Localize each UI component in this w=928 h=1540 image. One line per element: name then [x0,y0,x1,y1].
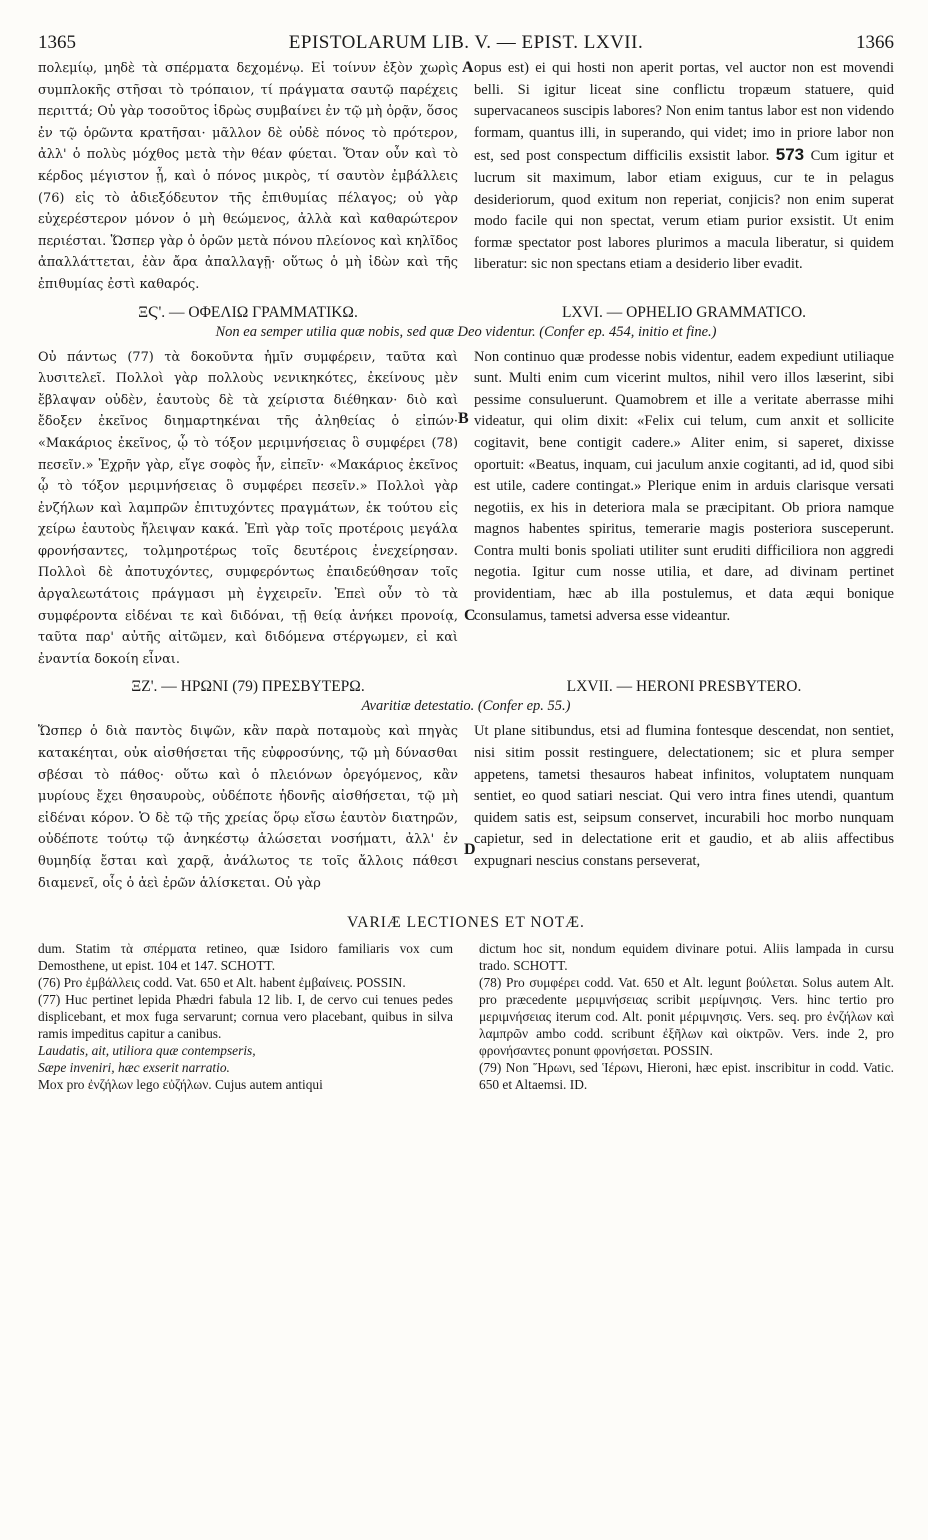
book-page [38,32,894,1093]
note-text: (77) Huc pertinet lepida Phædri fabula 12 lib. I, de cervo cui tenues pedes displicebant, et mox fuga servarunt; cornua vero placebant, quibus in silva ramis impeditus capitur a canibus. [38,992,453,1042]
top-latin-text-a: opus est) ei qui hosti non aperit portas, vel auctor non est movendi belli. Si igitur liceat sine conflictu tropæum statuere, quid supervacaneos suscipis labores? Non enim tantus labor est non videndo formam, quantus illi, in superando, qui videt; imo in priore labor non est, sed post conspectum difficilis exsistit labor. [474,60,894,165]
section-67-latin-title: LXVII. — HERONI PRESBYTERO. [566,678,802,696]
running-title: EPISTOLARUM LIB. V. — EPIST. LXVII. [288,32,644,53]
margin-letter-a: A [462,59,474,76]
top-greek-text: πολεμίῳ, μηδὲ τὰ σπέρματα δεχομένῳ. Εἰ τοίνυν ἐξὸν χωρὶς συμπλοκῆς στῆσαι τὸ τρόπαιον, τί πράγματα σαυτῷ παρέχεις περιττά; Οὐ γὰρ τοσοῦτος ἱδρὼς συμβαίνει ἐν τῷ μὴ ὁρᾷν, ὅσος ἐν τῷ ὁρῶντα κρατῆσαι· μᾶλλον δὲ οὐδὲ πόνος τὸ πρότερον, ἀλλ' ὁ πολὺς μόχθος μετὰ τὴν θέαν φύεται. Ὅταν οὖν καὶ τὸ κέρδος μέγιστον ᾖ, καὶ ὁ πόνος μικρὸς, τί σαυτὸν ἐμβάλλεις (76) εἰς τὸ ἀδιεξόδευτον τῆς ἐπιθυμίας πέλαγος; οὐ γὰρ εὐχερέστερον μόνον ὁ μὴ θεώμενος, ἀλλὰ καὶ καθαρώτερον περιέσται. Ὥσπερ γὰρ ὁ ὁρῶν μετὰ πόνου πλείονος καὶ κηλῖδος ἀπαλλάττεται, ἐὰν ἄρα ἀπαλλαγῇ· οὕτως ὁ μὴ ἰδὼν καὶ τῆς ἐπιθυμίας ἐστὶ καθαρός. [38,61,458,292]
section-67-greek-title: ΞΖ'. — ΗΡΩΝΙ (79) ΠΡΕΣΒΥΤΕΡΩ. [131,678,365,696]
note-text: (79) Non Ἥρωνι, sed Ἱέρωνι, Hieroni, hæc epist. inscribitur in codd. Vatic. 650 et Altaemsi. ID. [479,1060,894,1093]
section-66-greek-text: Οὐ πάντως (77) τὰ δοκοῦντα ἡμῖν συμφέρειν, ταῦτα καὶ λυσιτελεῖ. Πολλοὶ γὰρ πολλοὺς νενικηκότες, ἐκείνους μὲν ἔβλαψαν οὐδὲν, ἑαυτοὺς δὲ τὰ χείριστα διέθηκαν· διὸ καὶ ἔδοξεν ἐκεῖνος διημαρτηκέναι τῆς ἀληθείας ὁ εἰπών· «Μακάριος ἐκεῖνος, ᾧ τὸ τόξον μεριμνήσειας ὃ συμφέρει (78) πεσεῖν.» Ἐχρῆν γὰρ, εἴγε σοφὸς ἦν, εἰπεῖν· «Μακάριος ἐκεῖνος ᾧ τὸ τόξον μεριμνήσειας ὃ συμφέρει πεσεῖν.» Πολλοὶ γὰρ ἐνζήλων καὶ λαμπρῶν ἐπιτυχόντες πραγμάτων, ἐκ τούτου εἰς χείρω ἑαυτοὺς ἤλειψαν κακά. Ἐπὶ γὰρ τοῖς προτέροις μεγάλα φρονήσαντες, τολμηροτέρως τοῖς δευτέροις ἐνεχείρησαν. Πολλοὶ δὲ ἀποτυχόντες, συμφερόντως ἐπαιδεύθησαν τοῖς ἀργαλεωτάτοις πράγμασι μὴ ἐγχειρεῖν. Ἐπεὶ οὖν τὸ τὰ συμφέροντα εἰδέναι τε καὶ διδόναι, τῇ θείᾳ ἀνήκει προνοίᾳ, ταῦτα παρ' αὐτῆς αἰτῶμεν, καὶ διδόμενα στέργωμεν, εἰ καὶ ἐναντία δοκοίη εἶναι. [38,349,458,667]
section-66-body [38,347,894,671]
top-greek-column [38,58,458,296]
section-67-subtitle: Avaritiæ detestatio. (Confer ep. 55.) [361,698,571,715]
section-67-greek-column [38,721,458,894]
column-number: 573 [775,145,805,165]
note-text: dum. Statim τὰ σπέρματα retineo, quæ Isidoro familiaris vox cum Demosthene, ut epist. 104 et 147. SCHOTT. [38,941,453,974]
section-66-greek-column [38,347,458,671]
notes-heading: VARIÆ LECTIONES ET NOTÆ. [347,914,585,932]
margin-letter-d: D [464,841,476,859]
notes-right-column [479,940,894,1093]
note-text: Mox pro ἐνζήλων lego εὐζήλων. Cujus autem antiqui [38,1077,323,1093]
note-verse: Laudatis, ait, utiliora quæ contempseris, [38,1043,256,1059]
section-66-latin-text: Non continuo quæ prodesse nobis videntur, eadem expediunt utiliaque sunt. Multi enim cum vicerint multos, nihil vero illos læserint, sibi pessime consuluerunt. Quamobrem et ille a veritate aberrasse mihi videatur, qui olim dixit: «Felix cui telum, cum anxit et sollicite cogitavit, bene contigit cadere.» Aliter enim, si saperet, dixisse oportuit: «Beatus, inquam, cui jaculum anxie cogitanti, ad id, quod sibi est utile, cadere contingat.» Plerique enim in arduis clarisque versati negotiis, ex his in deteriora mala se præcipitant. Ob priora namque magnos habentes spiritus, temerarie magis posteriora susceperunt. Contra multi bonis spoliati utiliter sunt eruditi difficiliora non aggredi negotia. Igitur cum nosse utilia, et dare, ad divinam pertinet providentiam, hæc ab illa postulemus, et data æqui bonique consulamus, tametsi adversa esse videantur. [474,348,894,624]
note-text: dictum hoc sit, nondum equidem divinare potui. Aliis lampada in cursu trado. SCHOTT. [479,941,894,974]
top-latin-column [474,58,894,296]
section-66-titles [38,304,894,322]
section-67-latin-text: Ut plane sitibundus, etsi ad flumina fontesque descendat, non sentiet, nisi sitim possit restinguere, delectationem; sic et plura semper appetens, tametsi thesauros habeat infinitos, voluptatem nunquam sentiet, eo quod satiari nesciat. Qui vero intra fines utendi, quantum quidem satis est, seipsum conservet, incurabili hoc morbo nunquam capietur, sed in delectatione erit et gaudio, et ab aliis affectibus expugnari nescius constans perseverat, [474,723,894,869]
section-66-greek-title: ΞϚ'. — ΟΦΕΛΙΩ ΓΡΑΜΜΑΤΙΚΩ. [138,303,358,321]
note-text: (78) Pro συμφέρει codd. Vat. 650 et Alt. legunt βούλεται. Solus autem Alt. pro præcedente μεριμνήσειας scribit μερίμνησις. Vers. hinc tertio pro μεριμνήσειας iterum cod. Alt. ponit μέριμνησις. Vers. seq. pro ἐνζήλων καὶ λαμπρῶν ambo codd. scribunt ἐξῆλων καὶ οἰκτρῶν. Vers. inde 2, pro φρονήσαντες ponunt φρονήσεται. POSSIN. [479,975,894,1059]
section-67-body [38,721,894,894]
notes-section [38,940,894,1093]
page-number-right: 1366 [856,32,894,53]
section-66-latin-column [474,347,894,671]
note-text: (76) Pro ἐμβάλλεις codd. Vat. 650 et Alt. habent ἐμβαίνεις. POSSIN. [38,975,406,991]
section-67-greek-text: Ὥσπερ ὁ διὰ παντὸς διψῶν, κἂν παρὰ ποταμοὺς καὶ πηγὰς κατακέηται, οὐκ αἰσθήσεται τῆς εὐφροσύνης, τῷ μὴ δύνασθαι σβέσαι τὸ πάθος· οὕτω καὶ ὁ πλειόνων ὀρεγόμενος, κἂν μυρίους ἔχει θησαυροὺς, οὐδέποτε ἡδονῆς αἰσθήσεται, τῷ μὴ εἰδέναι κόρον. Ὁ δὲ τῷ τῆς χρείας ὅρῳ εἴσω ἑαυτὸν διατηρῶν, οὐδέποτε τούτῳ τῷ ἀνηκέστῳ ἁλώσεται νοσήματι, ἀλλ' ἐν θυμηδίᾳ ἔσται καὶ χαρᾷ, ἀνάλωτος τε τοῖς ἄλλοις πάθεσι διαμενεῖ, οἷς ὁ ἀεὶ ἐρῶν ἁλίσκεται. Οὐ γὰρ [38,724,458,891]
note-verse: Sæpe inveniri, hæc exserit narratio. [38,1060,230,1076]
margin-letter-c: C [464,606,476,624]
notes-left-column [38,940,453,1093]
running-header [38,32,894,58]
section-66-subtitle: Non ea semper utilia quæ nobis, sed quæ Deo videntur. (Confer ep. 454, initio et fine.) [215,323,717,340]
section-67-latin-column [474,721,894,894]
top-latin-text-b: Cum igitur et lucrum sit maximum, labor etiam exiguus, cur te in pelagus desideriorum, quod exitum non reperiat, conjicis? non enim superat modo facile qui non spectat, verum etiam purior exsistit. Ut enim formæ spectator post labores plurimos a macula liberatur, si quidem liberatur: sic non spectans etiam a desiderio liber evadit. [474,148,894,273]
section-66-latin-title: LXVI. — OPHELIO GRAMMATICO. [561,303,807,321]
page-number-left: 1365 [38,32,76,53]
margin-letter-b: B [458,410,469,427]
section-67-titles [38,678,894,696]
